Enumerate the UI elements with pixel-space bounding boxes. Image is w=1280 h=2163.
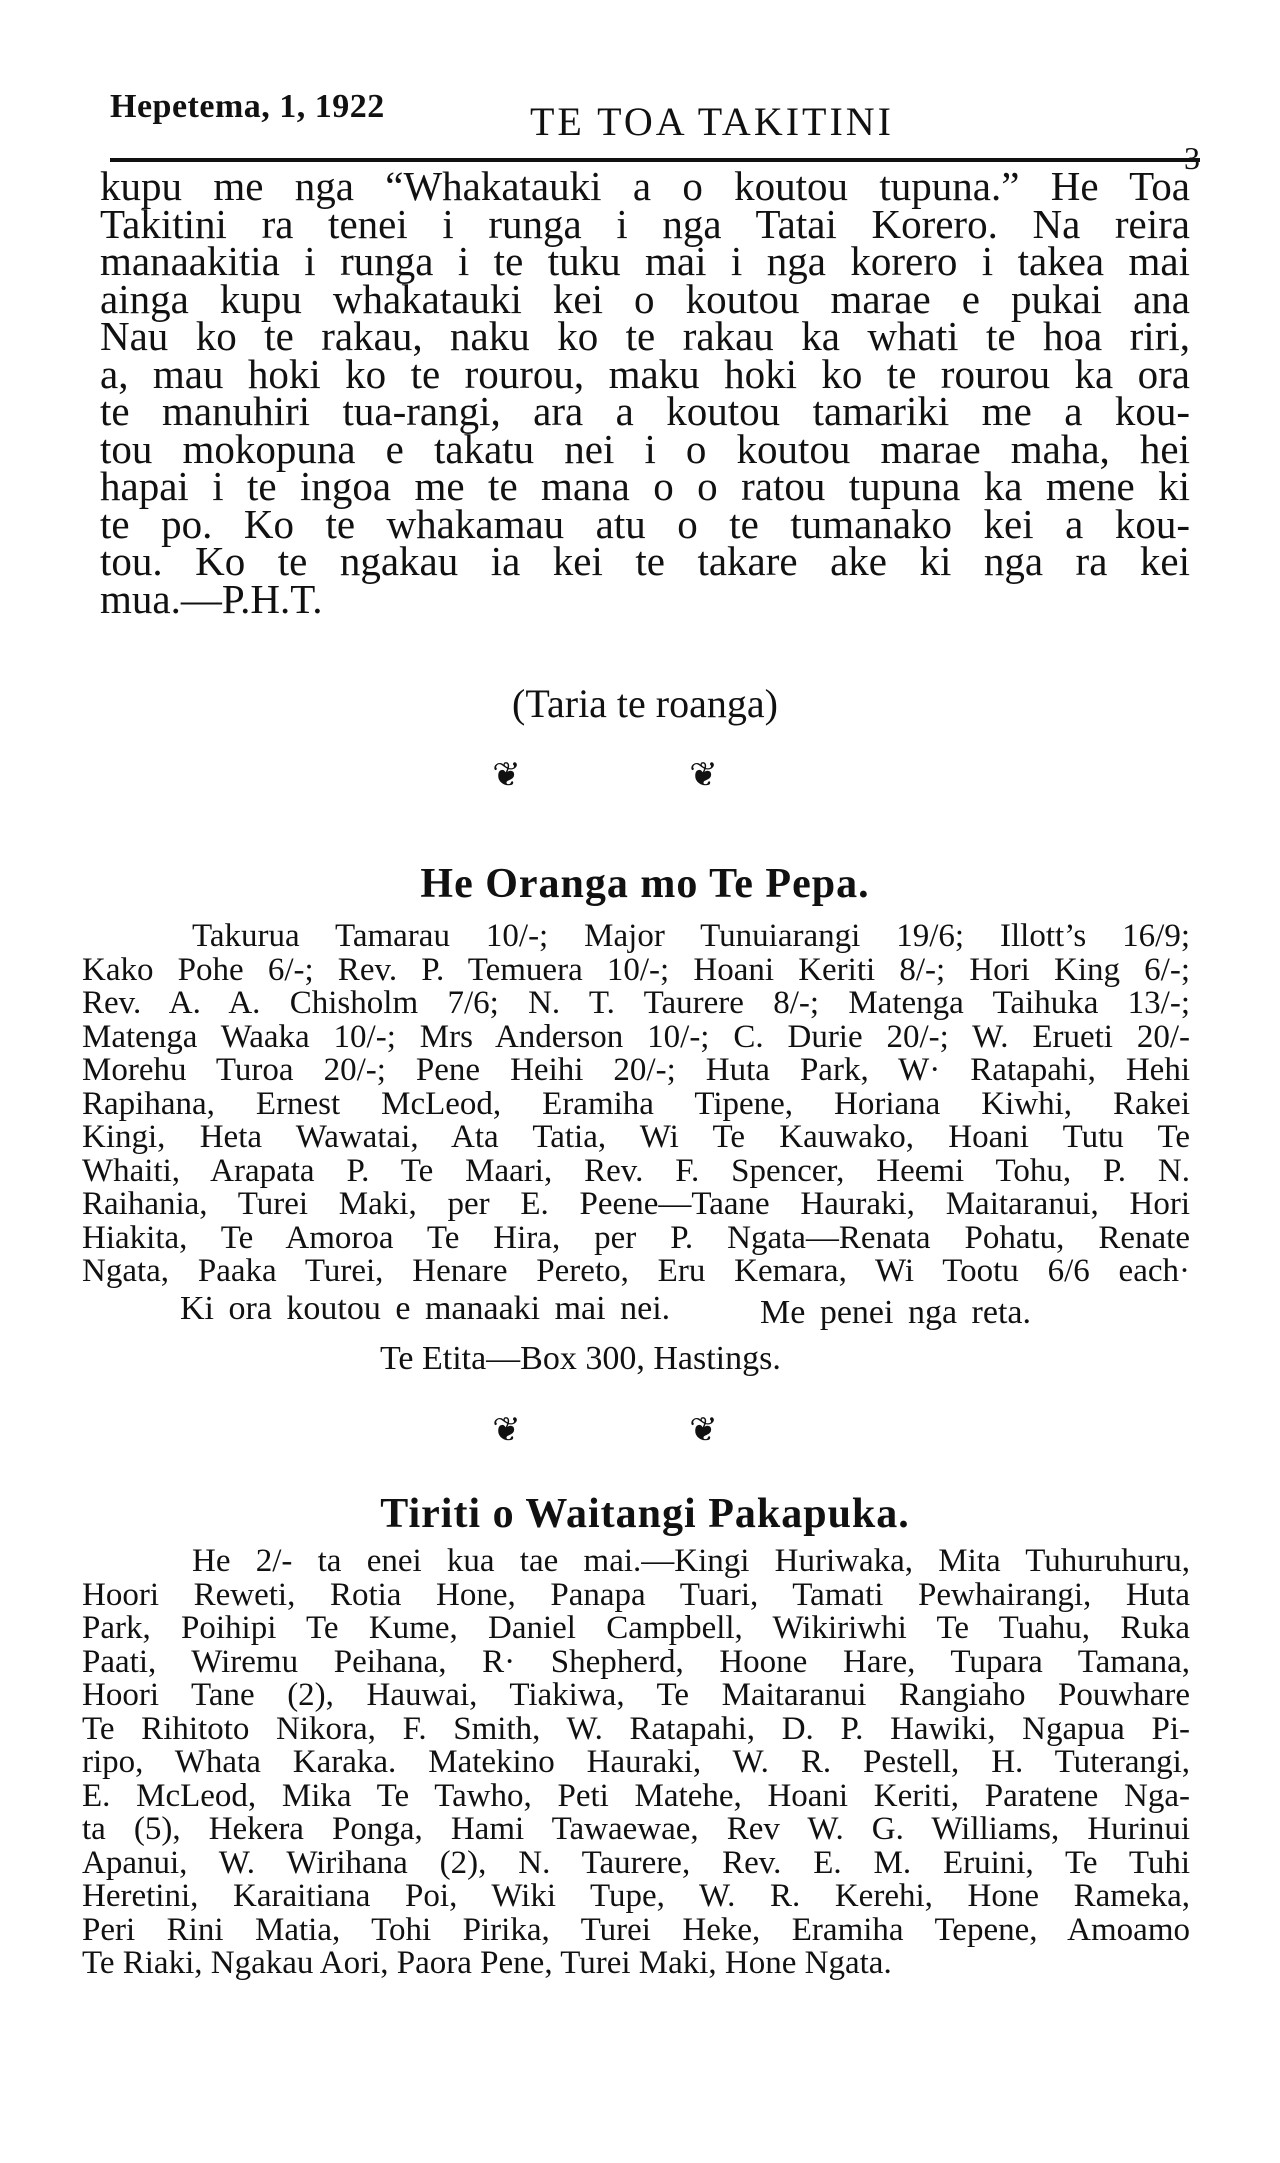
list-line: Whaiti, Arapata P. Te Maari, Rev. F. Spencer, Heemi Tohu, P. N. bbox=[82, 1152, 1190, 1189]
list-line: Matenga Waaka 10/-; Mrs Anderson 10/-; C. Durie 20/-; W. Erueti 20/- bbox=[82, 1018, 1190, 1055]
letters-note: Me penei nga reta. bbox=[760, 1294, 1031, 1331]
ornament-divider bbox=[100, 1410, 1190, 1450]
fleuron-icon: ❦ bbox=[689, 1412, 798, 1449]
list-line: Park, Poihipi Te Kume, Daniel Campbell, Wikiriwhi Te Tuahu, Ruka bbox=[82, 1610, 1190, 1646]
list-line: Apanui, W. Wirihana (2), N. Taurere, Rev. E. M. Eruini, Te Tuhi bbox=[82, 1844, 1190, 1881]
list-line: E. McLeod, Mika Te Tawho, Peti Matehe, Hoani Keriti, Paratene Nga- bbox=[82, 1777, 1190, 1814]
list-line: Morehu Turoa 20/-; Pene Heihi 20/-; Huta Park, W· Ratapahi, Hehi bbox=[82, 1052, 1190, 1088]
list-line: Heretini, Karaitiana Poi, Wiki Tupe, W. R. Kerehi, Hone Rameka, bbox=[82, 1878, 1190, 1914]
text-line: tou. Ko te ngakau ia kei te takare ake ki nga ra kei bbox=[100, 538, 1190, 584]
thanks-line bbox=[180, 1290, 1180, 1331]
list-line: Te Riaki, Ngakau Aori, Paora Pene, Turei Maki, Hone Ngata. bbox=[82, 1945, 892, 1981]
list-line: Te Rihitoto Nikora, F. Smith, W. Ratapahi, D. P. Hawiki, Ngapua Pi- bbox=[82, 1710, 1190, 1747]
ornament-divider bbox=[100, 755, 1190, 795]
list-line: Raihania, Turei Maki, per E. Peene—Taane Hauraki, Maitaranui, Hori bbox=[82, 1186, 1190, 1222]
text-line: te manuhiri tua-rangi, ara a koutou tamariki me a kou- bbox=[100, 388, 1190, 434]
list-line: Rapihana, Ernest McLeod, Eramiha Tipene, Horiana Kiwhi, Rakei bbox=[82, 1085, 1190, 1122]
publication-title: TE TOA TAKITINI bbox=[530, 99, 894, 144]
text-line: tou mokopuna e takatu nei i o koutou marae maha, hei bbox=[100, 425, 1190, 472]
text-line: kupu me nga “Whakatauki a o koutou tupuna.” He Toa bbox=[100, 163, 1190, 209]
text-line: ainga kupu whakatauki kei o koutou marae e pukai ana bbox=[100, 275, 1190, 322]
thanks-text: Ki ora koutou e manaaki mai nei. bbox=[180, 1290, 671, 1327]
list-line: Peri Rini Matia, Tohi Pirika, Turei Heke, Eramiha Tepene, Amoamo bbox=[82, 1911, 1190, 1948]
text-line: Nau ko te rakau, naku ko te rakau ka whati te hoa riri, bbox=[100, 313, 1190, 359]
subscribers-list bbox=[82, 1545, 1190, 1981]
continued-note: (Taria te roanga) bbox=[512, 681, 778, 726]
text-line: Takitini ra tenei i runga i nga Tatai Korero. Na reira bbox=[100, 200, 1190, 247]
text-line: te po. Ko te whakamau atu o te tumanako kei a kou- bbox=[100, 500, 1190, 547]
list-line: Hoori Reweti, Rotia Hone, Panapa Tuari, Tamati Pewhairangi, Huta bbox=[82, 1576, 1190, 1613]
page-header bbox=[110, 70, 1200, 150]
editor-address: Te Etita—Box 300, Hastings. bbox=[380, 1340, 781, 1377]
list-line: Rev. A. A. Chisholm 7/6; N. T. Taurere 8/-; Matenga Taihuka 13/-; bbox=[82, 985, 1190, 1021]
contributors-list bbox=[82, 920, 1190, 1289]
section-heading-oranga: He Oranga mo Te Pepa. bbox=[420, 861, 870, 907]
list-line: Paati, Wiremu Peihana, R· Shepherd, Hoone Hare, Tupara Tamana, bbox=[82, 1643, 1190, 1680]
text-line: mua.—P.H.T. bbox=[100, 575, 323, 622]
list-line: He 2/- ta enei kua tae mai.—Kingi Huriwaka, Mita Tuhuruhuru, bbox=[192, 1543, 1190, 1579]
issue-date: Hepetema, 1, 1922 bbox=[110, 88, 385, 125]
list-line: Ngata, Paaka Turei, Henare Pereto, Eru Kemara, Wi Tootu 6/6 each· bbox=[82, 1253, 1190, 1289]
text-line: manaakitia i runga i te tuku mai i nga korero i takea mai bbox=[100, 238, 1190, 284]
fleuron-icon: ❦ bbox=[689, 757, 798, 794]
list-line: Kako Pohe 6/-; Rev. P. Temuera 10/-; Hoani Keriti 8/-; Hori King 6/-; bbox=[82, 951, 1190, 988]
list-line: Hiakita, Te Amoroa Te Hira, per P. Ngata—Renata Pohatu, Renate bbox=[82, 1219, 1190, 1256]
text-line: a, mau hoki ko te rourou, maku hoki ko te rourou ka ora bbox=[100, 350, 1190, 397]
intro-paragraph bbox=[100, 163, 1190, 622]
text-line: hapai i te ingoa me te mana o o ratou tupuna ka mene ki bbox=[100, 463, 1190, 509]
list-line: Hoori Tane (2), Hauwai, Tiakiwa, Te Maitaranui Rangiaho Pouwhare bbox=[82, 1677, 1190, 1713]
header-rule bbox=[110, 158, 1200, 162]
section-heading-tiriti: Tiriti o Waitangi Pakapuka. bbox=[380, 1491, 910, 1537]
list-line: ta (5), Hekera Ponga, Hami Tawaewae, Rev W. G. Williams, Hurinui bbox=[82, 1811, 1190, 1847]
fleuron-icon: ❦ bbox=[492, 757, 601, 794]
list-line: Takurua Tamarau 10/-; Major Tunuiarangi 19/6; Illott’s 16/9; bbox=[192, 918, 1190, 954]
fleuron-icon: ❦ bbox=[492, 1412, 601, 1449]
list-line: Kingi, Heta Wawatai, Ata Tatia, Wi Te Kauwako, Hoani Tutu Te bbox=[82, 1119, 1190, 1155]
list-line: ripo, Whata Karaka. Matekino Hauraki, W. R. Pestell, H. Tuterangi, bbox=[82, 1744, 1190, 1780]
